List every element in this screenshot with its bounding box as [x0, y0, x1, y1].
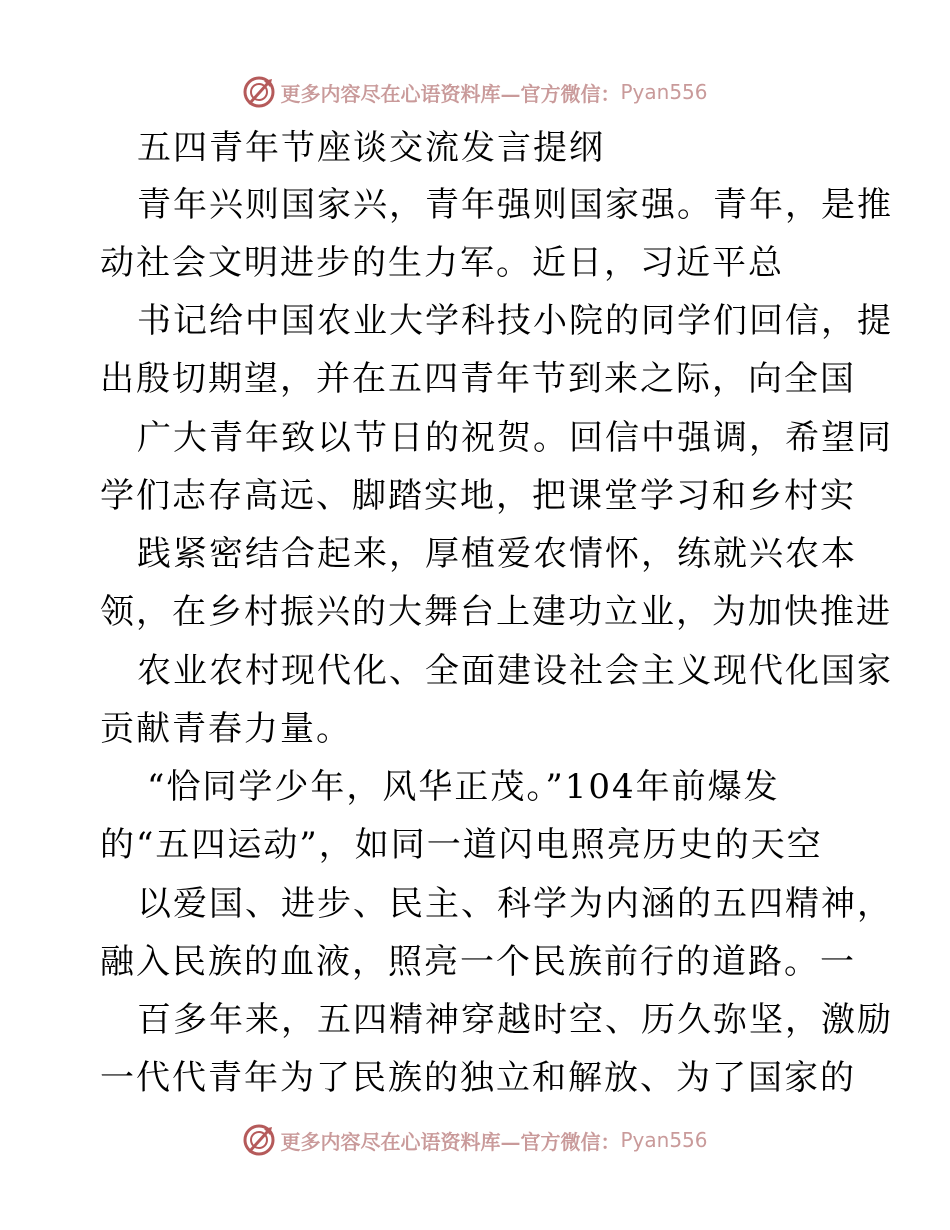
text-line: 的“五四运动”，如同一道闪电照亮历史的天空 — [100, 825, 823, 865]
text-line: “恰同学少年，风华正茂。”104年前爆发 — [147, 767, 780, 807]
banner-text: 更多内容尽在心语资料库—官方微信： — [280, 1129, 621, 1154]
banner-wechat-id: Pyan556 — [620, 80, 708, 104]
banner-text: 更多内容尽在心语资料库—官方微信： — [280, 81, 621, 106]
header-banner — [0, 72, 950, 112]
text-line: 融入民族的血液，照亮一个民族前行的道路。一 — [100, 942, 856, 982]
text-line: 以爱国、进步、民主、科学为内涵的五四精神， — [137, 884, 893, 924]
text-line: 一代代青年为了民族的独立和解放、为了国家的 — [100, 1058, 856, 1098]
text-line: 出殷切期望，并在五四青年节到来之际，向全国 — [100, 359, 856, 399]
text-line: 领，在乡村振兴的大舞台上建功立业，为加快推进 — [100, 592, 892, 632]
logo-icon — [242, 1123, 276, 1157]
document-title: 五四青年节座谈交流发言提纲 — [137, 128, 605, 168]
text-line: 贡献青春力量。 — [100, 709, 352, 749]
text-line: 动社会文明进步的生力军。近日，习近平总 — [100, 243, 784, 283]
footer-banner — [0, 1120, 950, 1160]
banner-wechat-id: Pyan556 — [620, 1128, 708, 1152]
text-line: 百多年来，五四精神穿越时空、历久弥坚，激励 — [137, 1000, 893, 1040]
text-line: 青年兴则国家兴，青年强则国家强。青年，是推 — [137, 185, 893, 225]
text-line: 农业农村现代化、全面建设社会主义现代化国家 — [137, 651, 893, 691]
logo-icon — [242, 75, 276, 109]
text-line: 践紧密结合起来，厚植爱农情怀，练就兴农本 — [137, 534, 857, 574]
text-line: 书记给中国农业大学科技小院的同学们回信，提 — [137, 301, 893, 341]
text-line: 学们志存高远、脚踏实地，把课堂学习和乡村实 — [100, 476, 856, 516]
text-line: 广大青年致以节日的祝贺。回信中强调，希望同 — [137, 418, 893, 458]
